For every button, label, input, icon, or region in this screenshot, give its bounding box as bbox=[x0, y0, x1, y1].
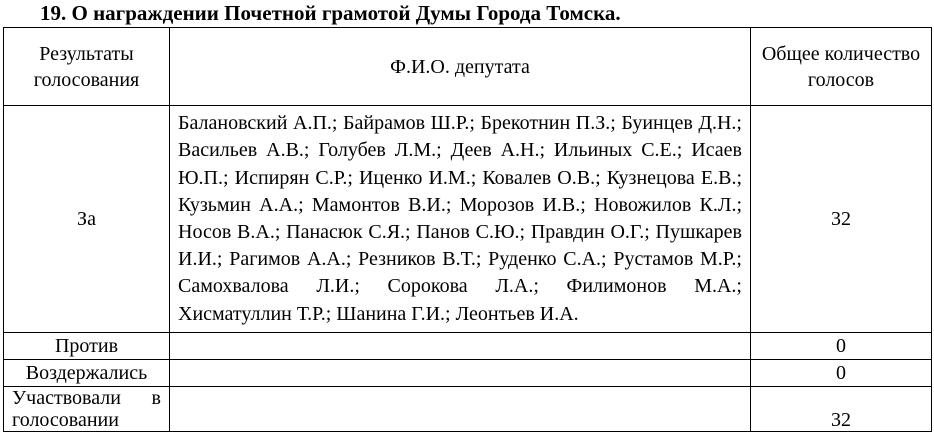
vote-count-against: 0 bbox=[751, 333, 932, 360]
vote-count-for: 32 bbox=[751, 106, 932, 333]
table-row-abstained bbox=[4, 360, 932, 387]
row-label-abstained: Воздержались bbox=[4, 360, 170, 387]
table-row-for bbox=[4, 106, 932, 333]
header-total: Общее количество голосов bbox=[751, 28, 932, 106]
document-heading: 19. О награждении Почетной грамотой Думы Города Томска. bbox=[40, 1, 621, 25]
deputy-names-against bbox=[170, 333, 751, 360]
table-header-row bbox=[4, 28, 932, 106]
row-label-for: За bbox=[4, 106, 170, 333]
voting-results-table bbox=[3, 27, 932, 432]
deputy-names-for: Балановский А.П.; Байрамов Ш.Р.; Брекотнин П.З.; Буинцев Д.Н.; Васильев А.В.; Голубев Л.М.; Деев А.Н.; Ильиных С.Е.; Исаев Ю.П.; Испирян С.Р.; Иценко И.М.; Ковалев О.В.; Кузнецова Е.В.; Кузьмин А.А.; Мамонтов В.И.; Морозов И.В.; Новожилов К.Л.; Носов В.А.; Панасюк С.Я.; Панов С.Ю.; Правдин О.Г.; Пушкарев И.И.; Рагимов А.А.; Резников В.Т.; Руденко С.А.; Рустамов М.Р.; Самохвалова Л.И.; Сорокова Л.А.; Филимонов М.А.; Хисматуллин Т.Р.; Шанина Г.И.; Леонтьев И.А. bbox=[170, 106, 751, 333]
vote-count-abstained: 0 bbox=[751, 360, 932, 387]
row-label-against: Против bbox=[4, 333, 170, 360]
header-results: Результаты голосования bbox=[4, 28, 170, 106]
table-row-participated bbox=[4, 387, 932, 432]
deputy-names-participated bbox=[170, 387, 751, 432]
header-deputy: Ф.И.О. депутата bbox=[170, 28, 751, 106]
row-label-participated: Участвовали в голосовании bbox=[4, 387, 170, 432]
deputy-names-abstained bbox=[170, 360, 751, 387]
table-row-against bbox=[4, 333, 932, 360]
vote-count-participated: 32 bbox=[751, 387, 932, 432]
